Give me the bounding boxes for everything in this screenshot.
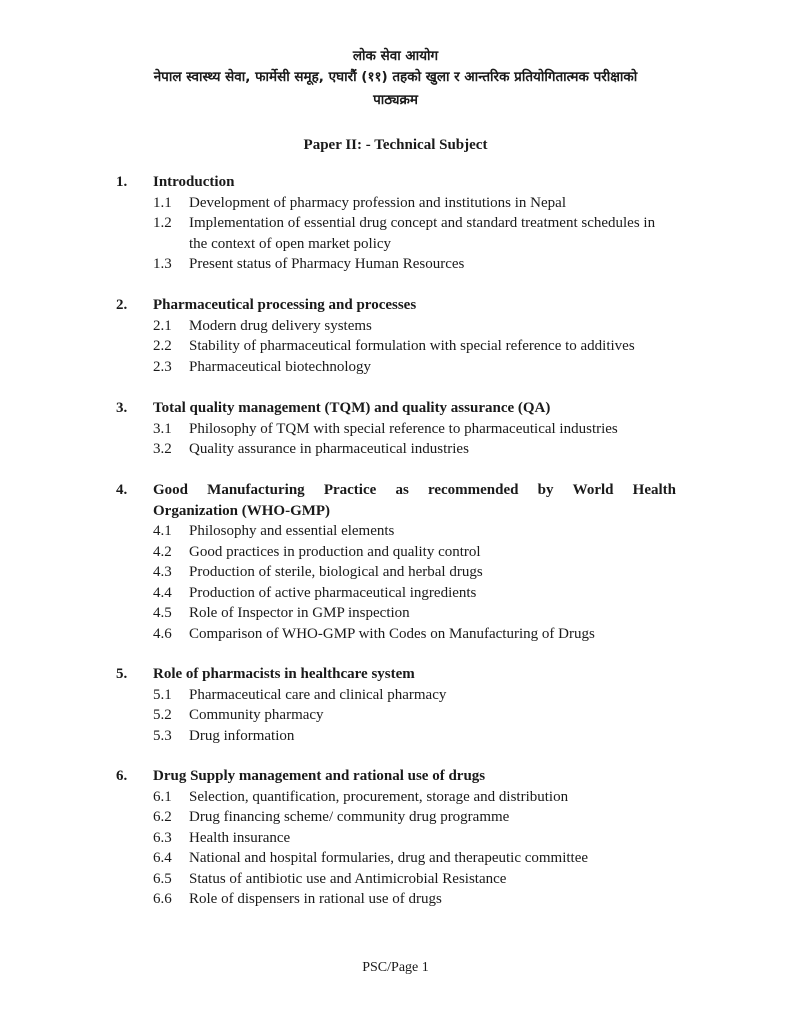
list-item <box>153 193 676 214</box>
list-item <box>153 357 676 378</box>
section-3 <box>116 398 676 460</box>
list-item <box>153 787 676 808</box>
section-title: Drug Supply management and rational use of drugs <box>153 768 486 784</box>
item-number: 2.3 <box>153 358 172 375</box>
section-5 <box>116 664 676 746</box>
item-number: 2.2 <box>153 338 172 354</box>
list-item <box>153 869 676 890</box>
section-heading <box>116 766 676 787</box>
list-item <box>153 807 676 828</box>
list-item <box>153 889 676 910</box>
item-number: 4.4 <box>153 584 172 601</box>
section-number: 3. <box>116 400 128 416</box>
item-text: Health insurance <box>189 829 291 846</box>
section-6 <box>116 766 676 910</box>
list-item <box>153 254 676 275</box>
item-text: Role of dispensers in rational use of drugs <box>189 891 442 907</box>
item-number: 6.5 <box>153 870 172 887</box>
item-text: Stability of pharmaceutical formulation with special reference to additives <box>189 338 635 354</box>
list-item <box>153 336 676 357</box>
title-word: recommended <box>427 482 519 498</box>
list-item <box>153 603 676 624</box>
item-number: 2.1 <box>153 317 172 334</box>
section-4 <box>116 480 676 644</box>
item-text: Quality assurance in pharmaceutical industries <box>189 441 469 457</box>
item-number: 1.3 <box>153 256 172 272</box>
item-number: 5.3 <box>153 727 172 744</box>
list-item <box>153 828 676 849</box>
section-title: Role of pharmacists in healthcare system <box>153 666 415 682</box>
section-heading <box>116 664 676 685</box>
service-group-heading: नेपाल स्वास्थ्य सेवा, फार्मेसी समूह, एघारौं (११) तहको खुला र आन्तरिक प्रतियोगितात्मक परीक्षाको <box>153 69 638 85</box>
section-2 <box>116 295 676 377</box>
title-word: World <box>572 482 614 498</box>
item-number: 5.2 <box>153 707 172 723</box>
list-item <box>153 624 676 645</box>
title-word: Manufacturing <box>207 482 305 498</box>
title-word: as <box>395 482 409 498</box>
list-item <box>153 726 676 747</box>
list-item <box>153 419 676 440</box>
item-text: Drug information <box>189 727 295 744</box>
item-text: Philosophy of TQM with special reference to pharmaceutical industries <box>189 420 618 437</box>
item-number: 1.2 <box>153 215 172 231</box>
item-text: Production of sterile, biological and herbal drugs <box>189 564 483 580</box>
item-text: Community pharmacy <box>189 707 324 723</box>
item-number: 3.1 <box>153 420 172 437</box>
title-word: by <box>537 482 554 498</box>
item-number: 4.6 <box>153 625 172 642</box>
title-word: Good <box>153 482 189 498</box>
item-text: Pharmaceutical care and clinical pharmacy <box>189 686 447 703</box>
item-number: 6.2 <box>153 809 172 825</box>
list-item <box>153 316 676 337</box>
item-text: Implementation of essential drug concept and standard treatment schedules in the context of open market policy <box>189 215 656 252</box>
section-number: 4. <box>116 482 128 498</box>
list-item <box>153 685 676 706</box>
item-text: Philosophy and essential elements <box>189 523 395 539</box>
item-number: 6.6 <box>153 891 172 907</box>
item-number: 4.3 <box>153 564 172 580</box>
item-text: Development of pharmacy profession and institutions in Nepal <box>189 194 566 211</box>
item-number: 4.1 <box>153 523 172 539</box>
item-text: Pharmaceutical biotechnology <box>189 358 372 375</box>
section-number: 5. <box>116 666 128 682</box>
item-number: 6.3 <box>153 829 172 846</box>
list-item <box>153 583 676 604</box>
item-text: Selection, quantification, procurement, storage and distribution <box>189 788 569 805</box>
item-text: Status of antibiotic use and Antimicrobial Resistance <box>189 870 507 887</box>
section-title: Pharmaceutical processing and processes <box>153 297 417 313</box>
section-title-line-1 <box>153 480 676 501</box>
section-heading <box>116 480 676 521</box>
section-title <box>153 480 676 521</box>
page-footer: PSC/Page 1 <box>362 960 429 975</box>
section-1 <box>116 172 676 275</box>
item-text: Good practices in production and quality control <box>189 543 481 560</box>
section-heading <box>116 398 676 419</box>
commission-name: लोक सेवा आयोग <box>352 48 439 64</box>
item-text: Modern drug delivery systems <box>189 317 372 334</box>
section-number: 6. <box>116 768 128 784</box>
item-number: 4.2 <box>153 543 172 560</box>
title-word: Practice <box>323 482 377 498</box>
item-text: Present status of Pharmacy Human Resources <box>189 256 465 272</box>
title-word: Health <box>632 482 676 498</box>
paper-title: Paper II: - Technical Subject <box>303 137 488 153</box>
section-title: Total quality management (TQM) and quality assurance (QA) <box>153 400 551 416</box>
item-text: National and hospital formularies, drug and therapeutic committee <box>189 850 589 866</box>
item-number: 3.2 <box>153 441 172 457</box>
curriculum-heading: पाठ्यक्रम <box>373 92 418 108</box>
list-item <box>153 848 676 869</box>
section-number: 1. <box>116 174 128 190</box>
item-text: Role of Inspector in GMP inspection <box>189 605 410 621</box>
section-title-line-2: Organization (WHO-GMP) <box>153 502 331 519</box>
item-text: Comparison of WHO-GMP with Codes on Manufacturing of Drugs <box>189 625 595 642</box>
section-heading <box>116 172 676 193</box>
item-text: Production of active pharmaceutical ingredients <box>189 584 477 601</box>
list-item <box>153 213 676 254</box>
list-item <box>153 705 676 726</box>
item-number: 6.1 <box>153 788 172 805</box>
item-number: 5.1 <box>153 686 172 703</box>
item-number: 1.1 <box>153 194 172 211</box>
list-item <box>153 439 676 460</box>
section-title: Introduction <box>153 174 235 190</box>
item-number: 6.4 <box>153 850 172 866</box>
section-number: 2. <box>116 297 128 313</box>
list-item <box>153 562 676 583</box>
list-item <box>153 542 676 563</box>
list-item <box>153 521 676 542</box>
item-text: Drug financing scheme/ community drug programme <box>189 809 510 825</box>
section-heading <box>116 295 676 316</box>
item-number: 4.5 <box>153 605 172 621</box>
